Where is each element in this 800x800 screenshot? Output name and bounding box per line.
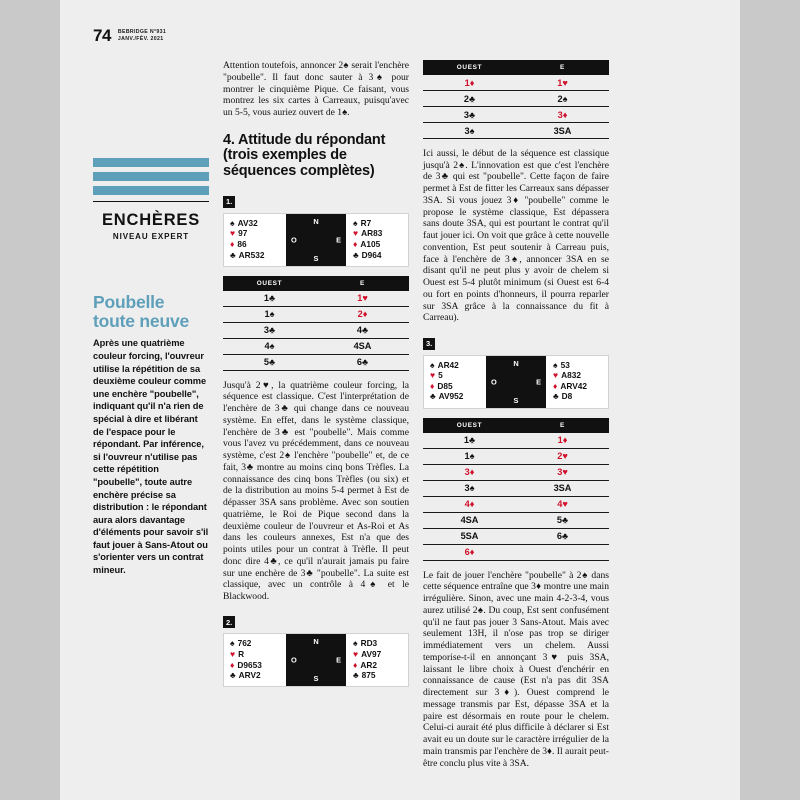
table-row (423, 464, 609, 480)
table-row (423, 122, 609, 138)
west-hand (224, 634, 286, 686)
masthead (118, 28, 166, 44)
hand-row (353, 228, 408, 239)
hand-row (230, 239, 286, 250)
table-row (423, 75, 609, 90)
spade-icon: ♠ (230, 217, 235, 228)
club-icon: ♣ (353, 670, 359, 681)
hand-row (430, 360, 486, 371)
rubric-title: ENCHÈRES (101, 211, 201, 230)
table-row (423, 528, 609, 544)
spade-icon: ♠ (353, 217, 358, 228)
compass-rose (286, 634, 346, 686)
table-row (423, 433, 609, 448)
bid-cell-west: 4♠ (223, 338, 316, 354)
deal-diagram-2 (223, 633, 409, 687)
west-hand (224, 214, 286, 266)
compass-west: O (291, 655, 297, 665)
bid-cell-east: 1♥ (516, 75, 609, 90)
page-number: 74 (93, 26, 111, 45)
hand-row (553, 391, 608, 402)
hand-row (430, 391, 486, 402)
hand-row (553, 360, 608, 371)
bid-cell-east: 2♦ (316, 306, 409, 322)
hand-cards: AV952 (438, 391, 464, 402)
hand-cards: AV97 (361, 649, 382, 660)
bidding-header-west: OUEST (423, 60, 516, 75)
compass-east: E (536, 377, 541, 387)
bid-cell-west: 3♣ (423, 106, 516, 122)
page-columns (93, 60, 707, 778)
middle-column (223, 60, 409, 778)
compass-east: E (336, 655, 341, 665)
article-standfirst: Après une quatrième couleur forcing, l'ouvreur utilise la répétition de sa deuxième couleur comme une enchère "poubelle", indiquant qu'il n'a rien de spécial à dire et libérant de l'espace pour le répondant. Par inférence, si l'ouvreur n'utilise pas cette répétition "poubelle", toute autre enchère précise sa distribution : le répondant aura alors davantage d'éléments pour savoir s'il faut jouer à Sans-Atout ou s'orienter vers un contrat mineur. (93, 338, 209, 576)
hand-row (230, 649, 286, 660)
hand-cards: R (238, 649, 245, 660)
hand-row (353, 649, 408, 660)
page-header (93, 28, 707, 54)
bidding-header-east: E (316, 276, 409, 291)
deal-diagram-3 (423, 355, 609, 409)
hand-cards: 86 (237, 238, 247, 249)
section-heading: 4. Attitude du répondant (trois exemples de séquences complètes) (223, 131, 386, 179)
deal-diagram-1 (223, 213, 409, 267)
hand-row (353, 250, 408, 261)
deal-number-chip: 3. (423, 338, 435, 350)
compass-east: E (336, 235, 341, 245)
east-hand (346, 634, 408, 686)
bid-cell-west: 1♠ (423, 448, 516, 464)
bid-cell-west: 2♣ (423, 90, 516, 106)
hand-cards: AR532 (238, 249, 265, 260)
deal-number-chip: 1. (223, 196, 235, 208)
hand-cards: D8 (561, 391, 573, 402)
bidding-table-3 (423, 418, 609, 561)
heart-icon: ♥ (430, 370, 436, 381)
bid-cell-east: 3SA (516, 480, 609, 496)
bidding-header-row (423, 60, 609, 75)
hand-cards: ARV2 (238, 670, 261, 681)
hand-cards: 97 (238, 228, 248, 239)
hand-row (353, 218, 408, 229)
heart-icon: ♥ (230, 228, 236, 239)
hand-row (430, 370, 486, 381)
bid-cell-east: 1♥ (316, 291, 409, 306)
bid-cell-east (516, 544, 609, 560)
masthead-issue: BEBRIDGE N°931 (117, 29, 167, 35)
rubric-level: NIVEAU EXPERT (112, 232, 190, 242)
hand-cards: A105 (360, 238, 381, 249)
table-row (223, 354, 409, 370)
hand-row (230, 218, 286, 229)
spade-icon: ♠ (553, 359, 558, 370)
compass-west: O (291, 235, 297, 245)
diamond-icon: ♦ (230, 659, 235, 670)
bid-cell-west: 3♠ (423, 480, 516, 496)
hand-row (353, 670, 408, 681)
bid-cell-west: 1♣ (423, 433, 516, 448)
hand-row (230, 250, 286, 261)
table-row (423, 544, 609, 560)
compass-north: N (313, 216, 319, 226)
table-row (423, 448, 609, 464)
paragraph-commentary-1: Jusqu'à 2♥, la quatrième couleur forcing, la séquence est classique. C'est l'interprétation de l'enchère de 3♣ qui change dans ce nouveau système. En effet, dans le système classique, l'enchère de 3♣ est "poubelle". Mais comme vous l'avez vu précédemment, dans ce nouveau système, c'est 2♠ l'enchère "poubelle" et, de ce fait, 3♣ montre au moins cinq bons Trèfles. La connaissance des cinq bons Trèfles (ou six) et de la distribution au moins 5-4 permet à Est de dépasser 3SA sans problème. Avec son soutien quatrième, le Roi de Pique second dans la deuxième couleur de l'ouvreur et As-Roi et As dans les couleurs annexes, Est n'a que des points utiles pour un contrat à Trèfle. Il peut donc dire 4♣, ce qu'il n'aurait jamais pu faire sur une enchère de 3♣ "poubelle". La suite est classique, avec un contrôle à 4♠ et le Blackwood. (223, 379, 409, 603)
paragraph-intro: Attention toutefois, annoncer 2♠ serait l'enchère "poubelle". Il faut donc sauter à 3♠ pour montrer le cinquième Pique. Ce faisant, vous montrez les six cartes à Carreaux, puisqu'avec un 5-5, vous auriez ouvert de 1♠. (223, 60, 409, 118)
table-row (223, 322, 409, 338)
bid-cell-east: 6♣ (316, 354, 409, 370)
bidding-header-east: E (516, 60, 609, 75)
bid-cell-east: 3♥ (516, 464, 609, 480)
bid-cell-east: 4♣ (316, 322, 409, 338)
table-row (423, 496, 609, 512)
rubric-bar (93, 172, 209, 181)
hand-row (430, 381, 486, 392)
bid-cell-west: 1♠ (223, 306, 316, 322)
heart-icon: ♥ (353, 228, 359, 239)
hand-cards: 5 (438, 370, 443, 381)
club-icon: ♣ (430, 391, 436, 402)
spade-icon: ♠ (430, 359, 435, 370)
hand-cards: D964 (361, 249, 382, 260)
bidding-header-west: OUEST (423, 418, 516, 433)
club-icon: ♣ (353, 249, 359, 260)
right-column (423, 60, 609, 778)
table-row (223, 338, 409, 354)
bid-cell-west: 4SA (423, 512, 516, 528)
heart-icon: ♥ (353, 649, 359, 660)
hand-row (353, 638, 408, 649)
article-headline: Poubelle toute neuve (93, 292, 190, 332)
paragraph-commentary-3: Le fait de jouer l'enchère "poubelle" à 2♠ dans cette séquence entraîne que 3♦ montre une main irrégulière. Sinon, avec une main 4-2-3-4, vous aurez utilisé 2♠. Du coup, Est sent confusément qu'il ne faut pas jouer 3 Sans-Atout. Mais avec seulement 13H, il n'ose pas trop se diriger immédiatement vers un chelem. Aussi temporise-t-il en annonçant 3♥ puis 3SA, laissant le libre choix à Ouest d'enchérir en connaissance de cause (Est n'a pas dit 3SA directement sur 3♦). Ouest comprend le message transmis par Est, dépasse 3SA et la paire est désormais en route pour le chelem. Celui-ci aurait été plus difficile à déclarer si Est avait eu un doute sur le caractère irrégulier de la main transmis par l'enchère de 3♦. Il aurait peut-être conclu plus vite à 3SA. (423, 569, 609, 769)
compass-rose (286, 214, 346, 266)
bid-cell-east: 2♥ (516, 448, 609, 464)
compass-south: S (313, 253, 319, 263)
hand-row (230, 228, 286, 239)
bid-cell-east: 2♠ (516, 90, 609, 106)
bid-cell-west: 3♠ (423, 122, 516, 138)
hand-row (553, 381, 608, 392)
hand-row (230, 670, 286, 681)
magazine-page (60, 0, 740, 800)
hand-cards: 875 (361, 670, 376, 681)
hand-row (230, 660, 286, 671)
bid-cell-east: 4♥ (516, 496, 609, 512)
bid-cell-west: 6♦ (423, 544, 516, 560)
east-hand (546, 356, 608, 408)
bid-cell-west: 1♦ (423, 75, 516, 90)
club-icon: ♣ (230, 249, 236, 260)
bidding-table-2 (423, 60, 609, 139)
bid-cell-east: 4SA (316, 338, 409, 354)
table-row (223, 306, 409, 322)
hand-cards: 53 (560, 359, 570, 370)
hand-cards: D9653 (237, 659, 262, 670)
bid-cell-east: 6♣ (516, 528, 609, 544)
bidding-header-east: E (516, 418, 609, 433)
club-icon: ♣ (230, 670, 236, 681)
bidding-header-west: OUEST (223, 276, 316, 291)
bid-cell-east: 3♦ (516, 106, 609, 122)
diamond-icon: ♦ (353, 659, 358, 670)
heart-icon: ♥ (553, 370, 559, 381)
hand-cards: AR2 (360, 659, 377, 670)
east-hand (346, 214, 408, 266)
club-icon: ♣ (553, 391, 559, 402)
hand-cards: D85 (437, 380, 453, 391)
rubric-bar (93, 158, 209, 167)
hand-cards: 762 (237, 638, 252, 649)
bid-cell-east: 1♦ (516, 433, 609, 448)
table-row (223, 291, 409, 306)
spade-icon: ♠ (230, 638, 235, 649)
bid-cell-west: 5SA (423, 528, 516, 544)
table-row (423, 480, 609, 496)
hand-cards: RD3 (360, 638, 378, 649)
compass-south: S (313, 674, 319, 684)
rubric-bars (93, 158, 209, 195)
spade-icon: ♠ (353, 638, 358, 649)
bid-cell-west: 4♦ (423, 496, 516, 512)
compass-west: O (491, 377, 497, 387)
hand-cards: R7 (360, 217, 372, 228)
rubric-divider (93, 201, 209, 202)
diamond-icon: ♦ (230, 238, 235, 249)
table-row (423, 90, 609, 106)
hand-row (553, 370, 608, 381)
table-row (423, 106, 609, 122)
bid-cell-west: 3♣ (223, 322, 316, 338)
compass-north: N (313, 637, 319, 647)
heart-icon: ♥ (230, 649, 236, 660)
masthead-date: JANV./FÉV. 2021 (117, 36, 164, 43)
bid-cell-west: 1♣ (223, 291, 316, 306)
bid-cell-west: 3♦ (423, 464, 516, 480)
bidding-header-row (423, 418, 609, 433)
bid-cell-east: 3SA (516, 122, 609, 138)
bid-cell-west: 5♣ (223, 354, 316, 370)
hand-cards: A832 (561, 370, 581, 381)
bid-cell-east: 5♣ (516, 512, 609, 528)
west-hand (424, 356, 486, 408)
diamond-icon: ♦ (430, 380, 435, 391)
compass-south: S (513, 395, 519, 405)
rubric-bar (93, 186, 209, 195)
hand-row (353, 239, 408, 250)
bidding-header-row (223, 276, 409, 291)
compass-north: N (513, 358, 519, 368)
hand-row (230, 638, 286, 649)
bidding-table-1 (223, 276, 409, 371)
hand-cards: AR83 (361, 228, 383, 239)
table-row (423, 512, 609, 528)
hand-row (353, 660, 408, 671)
diamond-icon: ♦ (353, 238, 358, 249)
sidebar-column (93, 60, 209, 778)
hand-cards: AV32 (237, 217, 258, 228)
deal-number-chip: 2. (223, 616, 235, 628)
diamond-icon: ♦ (553, 380, 558, 391)
compass-rose (486, 356, 546, 408)
hand-cards: ARV42 (560, 380, 587, 391)
hand-cards: AR42 (437, 359, 459, 370)
paragraph-commentary-2: Ici aussi, le début de la séquence est classique jusqu'à 2♠. L'innovation est que c'est l'enchère de 3♣ qui est "poubelle". Cette façon de faire permet à Est de fitter les Carreaux sans dépasser 3SA. Si vous jouez 3♦ "poubelle" comme le propose le système classique, Est dépassera sans doute 3SA, qui est pourtant le contrat qu'il faut jouer ici. On voit que grâce à cette nouvelle convention, Est peut soutenir à Carreau puis, face à l'enchère de 3♠, annoncer 3SA en se disant qu'il ne peut plus y avoir de chelem si Ouest est 5-4 plutôt minimum (si Ouest est 6-4 ou fort en points d'honneurs, il pourra reparler sur 3SA grâce à la connaissance du fit à Carreau). (423, 147, 609, 324)
